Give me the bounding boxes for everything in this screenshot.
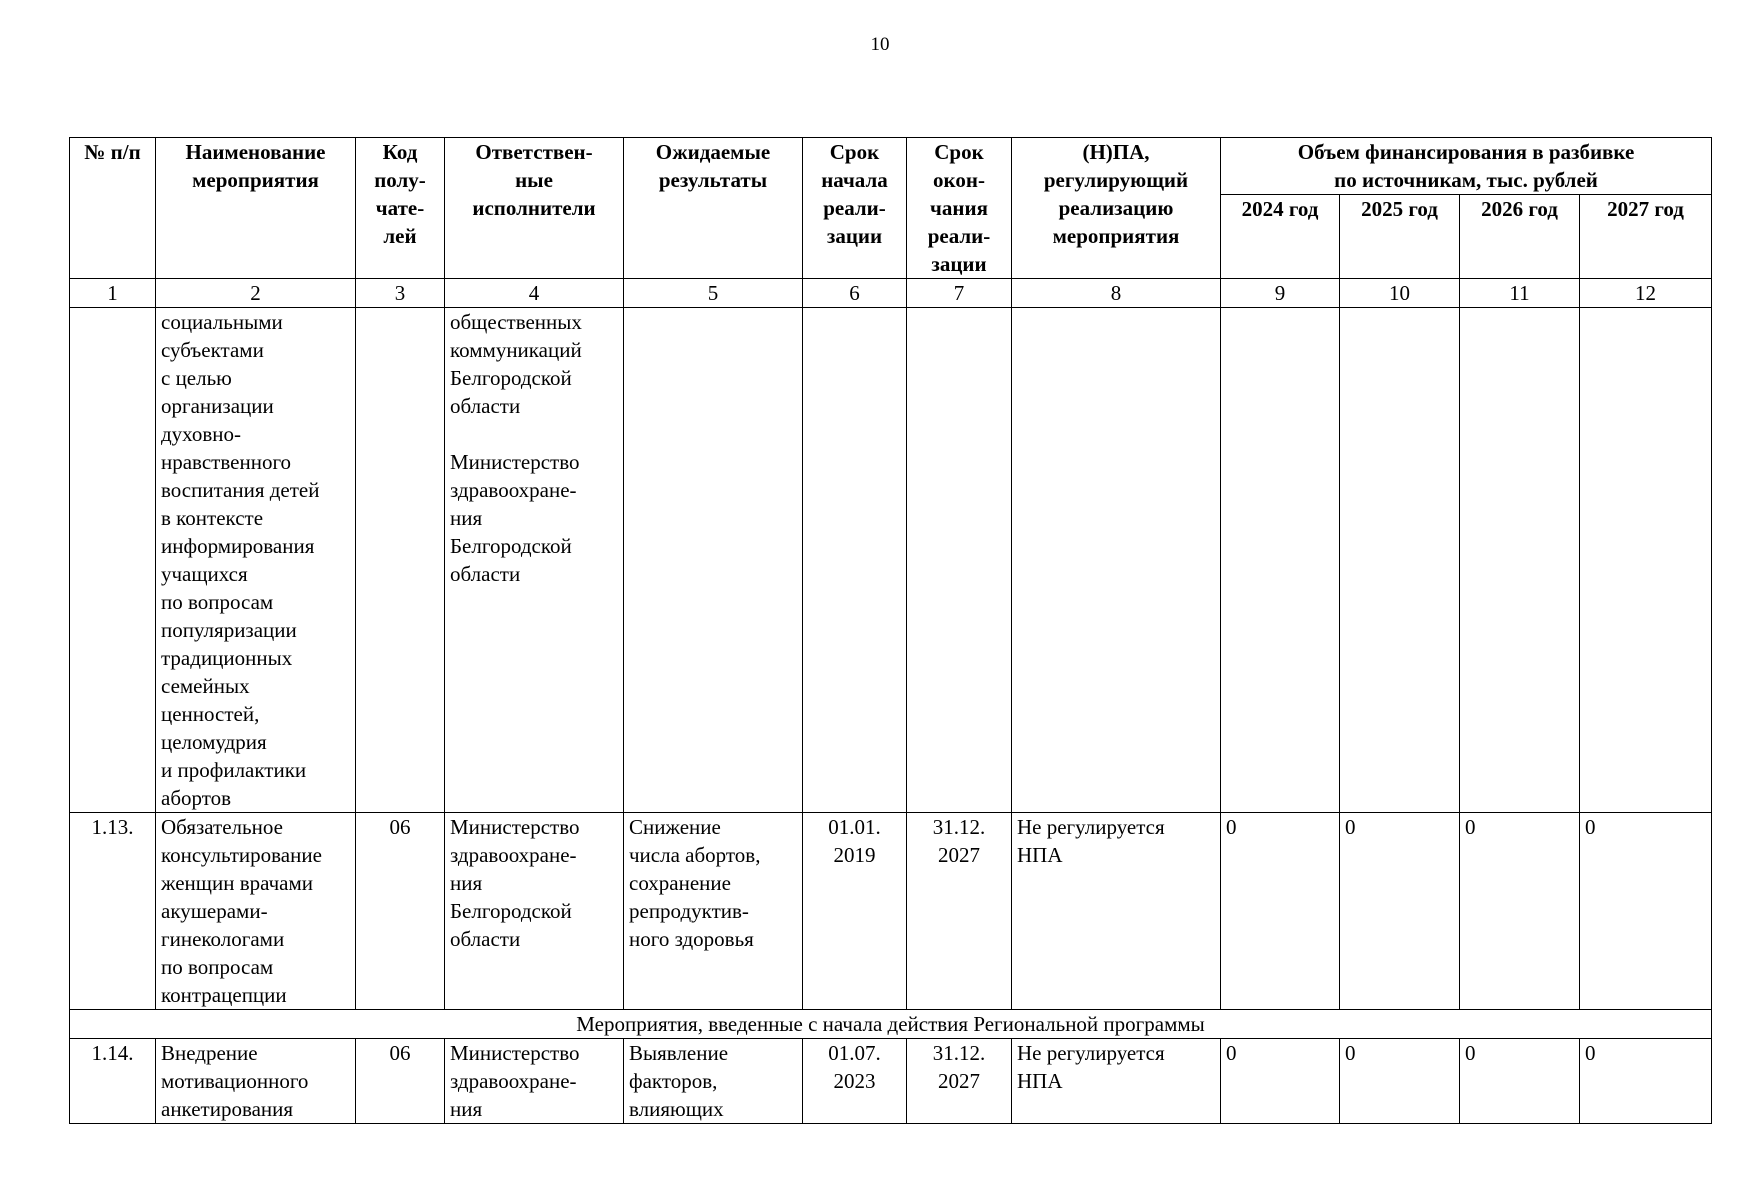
cell-f2027: 0	[1580, 813, 1712, 1010]
program-table	[69, 137, 1712, 1124]
cell-f2025	[1340, 308, 1460, 813]
cell-f2024: 0	[1221, 1039, 1340, 1124]
column-number-row	[70, 279, 1712, 308]
header-results: Ожидаемые результаты	[624, 138, 803, 279]
column-number: 10	[1340, 279, 1460, 308]
column-number: 1	[70, 279, 156, 308]
header-2024: 2024 год	[1221, 195, 1340, 279]
column-number: 9	[1221, 279, 1340, 308]
header-row-1	[70, 138, 1712, 195]
header-executors: Ответствен- ные исполнители	[445, 138, 624, 279]
cell-executors: Министерство здравоохране- ния Белгородской области	[445, 813, 624, 1010]
section-row	[70, 1010, 1712, 1039]
table-row-continuation	[70, 308, 1712, 813]
cell-name: Внедрение мотивационного анкетирования	[156, 1039, 356, 1124]
column-number: 4	[445, 279, 624, 308]
cell-executors: Министерство здравоохране- ния	[445, 1039, 624, 1124]
header-code: Код полу- чате- лей	[356, 138, 445, 279]
cell-f2026: 0	[1460, 1039, 1580, 1124]
header-name: Наименование мероприятия	[156, 138, 356, 279]
cell-code: 06	[356, 813, 445, 1010]
cell-f2025: 0	[1340, 1039, 1460, 1124]
cell-name: Обязательное консультирование женщин врачами акушерами- гинекологами по вопросам контрацепции	[156, 813, 356, 1010]
cell-end: 31.12. 2027	[907, 813, 1012, 1010]
cell-f2027: 0	[1580, 1039, 1712, 1124]
section-title: Мероприятия, введенные с начала действия Региональной программы	[70, 1010, 1712, 1039]
column-number: 5	[624, 279, 803, 308]
column-number: 7	[907, 279, 1012, 308]
header-start: Срок начала реали- зации	[803, 138, 907, 279]
cell-npa	[1012, 308, 1221, 813]
header-num: № п/п	[70, 138, 156, 279]
cell-f2027	[1580, 308, 1712, 813]
header-npa: (Н)ПА, регулирующий реализацию мероприятия	[1012, 138, 1221, 279]
cell-num	[70, 308, 156, 813]
table-row-1-14	[70, 1039, 1712, 1124]
cell-results	[624, 308, 803, 813]
header-end: Срок окон- чания реали- зации	[907, 138, 1012, 279]
column-number: 12	[1580, 279, 1712, 308]
header-2025: 2025 год	[1340, 195, 1460, 279]
column-number: 3	[356, 279, 445, 308]
cell-npa: Не регулируется НПА	[1012, 813, 1221, 1010]
table-row-1-13	[70, 813, 1712, 1010]
cell-f2026	[1460, 308, 1580, 813]
cell-start: 01.07. 2023	[803, 1039, 907, 1124]
cell-results: Выявление факторов, влияющих	[624, 1039, 803, 1124]
page-number: 10	[870, 34, 890, 55]
cell-executors: общественных коммуникаций Белгородской области Министерство здравоохране- ния Белгородской области	[445, 308, 624, 813]
cell-f2024: 0	[1221, 813, 1340, 1010]
cell-npa: Не регулируется НПА	[1012, 1039, 1221, 1124]
cell-f2026: 0	[1460, 813, 1580, 1010]
cell-f2025: 0	[1340, 813, 1460, 1010]
cell-code	[356, 308, 445, 813]
column-number: 2	[156, 279, 356, 308]
column-number: 8	[1012, 279, 1221, 308]
cell-num: 1.13.	[70, 813, 156, 1010]
cell-code: 06	[356, 1039, 445, 1124]
cell-f2024	[1221, 308, 1340, 813]
cell-start: 01.01. 2019	[803, 813, 907, 1010]
header-2027: 2027 год	[1580, 195, 1712, 279]
cell-results: Снижение числа абортов, сохранение репродуктив- ного здоровья	[624, 813, 803, 1010]
header-funding: Объем финансирования в разбивке по источникам, тыс. рублей	[1221, 138, 1712, 195]
cell-end	[907, 308, 1012, 813]
cell-end: 31.12. 2027	[907, 1039, 1012, 1124]
cell-num: 1.14.	[70, 1039, 156, 1124]
cell-start	[803, 308, 907, 813]
header-2026: 2026 год	[1460, 195, 1580, 279]
column-number: 6	[803, 279, 907, 308]
cell-name: социальными субъектами с целью организации духовно- нравственного воспитания детей в контексте информирования учащихся по вопросам популяризации традиционных семейных ценностей, целомудрия и профилактики абортов	[156, 308, 356, 813]
column-number: 11	[1460, 279, 1580, 308]
